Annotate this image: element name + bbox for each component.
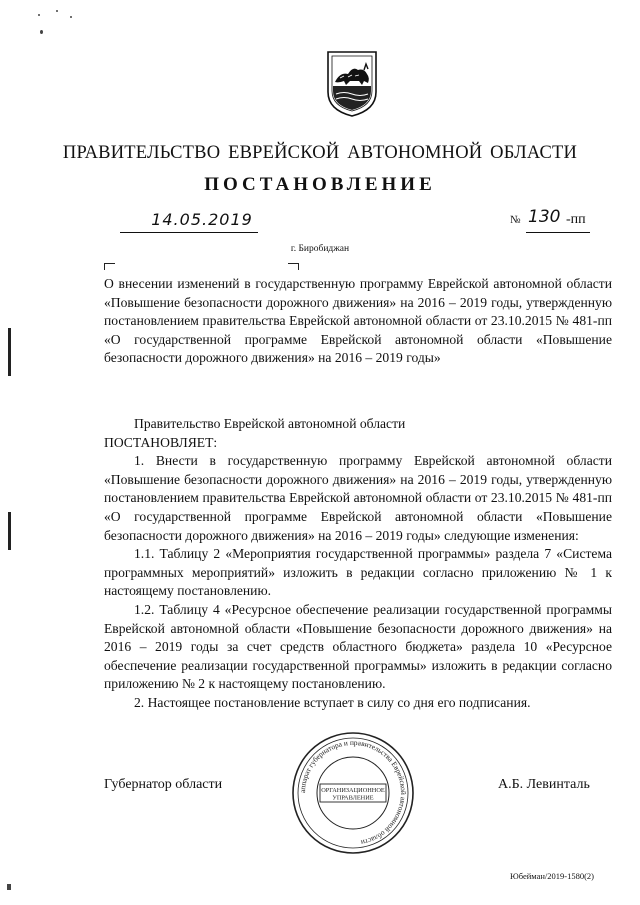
- scan-speck: [70, 16, 72, 18]
- body-resolves: ПОСТАНОВЛЯЕТ:: [104, 434, 218, 450]
- body-item-1-2: 1.2. Таблицу 4 «Ресурсное обеспечение реализации государственной программы Еврейской автономной области «Повышение безопасности дорожного движения» на 2016 – 2019 годы за счет средств областного бюджета» раздела 10 «Ресурсное обеспечение реализации государственной программы» изложить в редакции согласно приложению № 2 к настоящему постановлению.: [104, 601, 612, 692]
- scan-speck: [7, 884, 11, 890]
- signatory-name: А.Б. Левинталь: [498, 777, 590, 792]
- decree-body: [104, 415, 612, 713]
- scan-speck: [40, 30, 43, 34]
- seal-ring-text: аппарат губернатора и правительства Еврейской автономной области: [297, 737, 409, 848]
- document-code: Юбейман/2019-1580(2): [510, 871, 595, 881]
- body-item-1: 1. Внести в государственную программу Еврейской автономной области «Повышение безопасности дорожного движения» на 2016 – 2019 годы, утвержденную постановлением правительства Еврейской автономной области от 23.10.2015 № 481-пп «О государственной программе Еврейской автономной области «Повышение безопасности дорожного движения» на 2016 – 2019 годы» следующие изменения:: [104, 453, 612, 543]
- number-sign: №: [510, 214, 521, 226]
- body-intro: Правительство Еврейской автономной области: [134, 416, 406, 431]
- decree-date: 14.05.2019: [151, 210, 253, 229]
- scan-speck: [38, 14, 40, 16]
- scan-margin-mark: [8, 512, 11, 550]
- subject-corner-mark-right: [288, 263, 299, 270]
- subject-corner-mark-left: [104, 263, 115, 270]
- number-underline: [526, 232, 590, 233]
- scan-speck: [56, 10, 58, 12]
- date-underline: [120, 232, 258, 233]
- decree-number: 130: [528, 207, 561, 227]
- document-type-title: ПОСТАНОВЛЕНИЕ: [204, 174, 436, 195]
- signatory-role: Губернатор области: [104, 777, 223, 792]
- official-seal: [290, 730, 416, 856]
- seal-center-line-1: ОРГАНИЗАЦИОННОЕ: [321, 787, 385, 794]
- scan-margin-mark: [8, 328, 11, 376]
- coat-of-arms-emblem: [326, 50, 378, 118]
- body-item-1-1: 1.1. Таблицу 2 «Мероприятия государственной программы» раздела 7 «Система программных мероприятий» изложить в редакции согласно приложению № 1 к настоящему постановлению.: [104, 546, 612, 599]
- body-item-2: 2. Настоящее постановление вступает в силу со дня его подписания.: [134, 694, 531, 710]
- decree-subject: О внесении изменений в государственную программу Еврейской автономной области «Повышение безопасности дорожного движения» на 2016 – 2019 годы, утвержденную постановлением правительства Еврейской автономной области от 23.10.2015 № 481-пп «О государственной программе Еврейской автономной области «Повышение безопасности дорожного движения» на 2016 – 2019 годы»: [104, 276, 612, 366]
- decree-number-suffix: -пп: [566, 212, 586, 227]
- seal-center-line-2: УПРАВЛЕНИЕ: [332, 794, 374, 802]
- city-name: г. Биробиджан: [290, 244, 350, 254]
- government-title: ПРАВИТЕЛЬСТВО ЕВРЕЙСКОЙ АВТОНОМНОЙ ОБЛАСТИ: [62, 143, 578, 163]
